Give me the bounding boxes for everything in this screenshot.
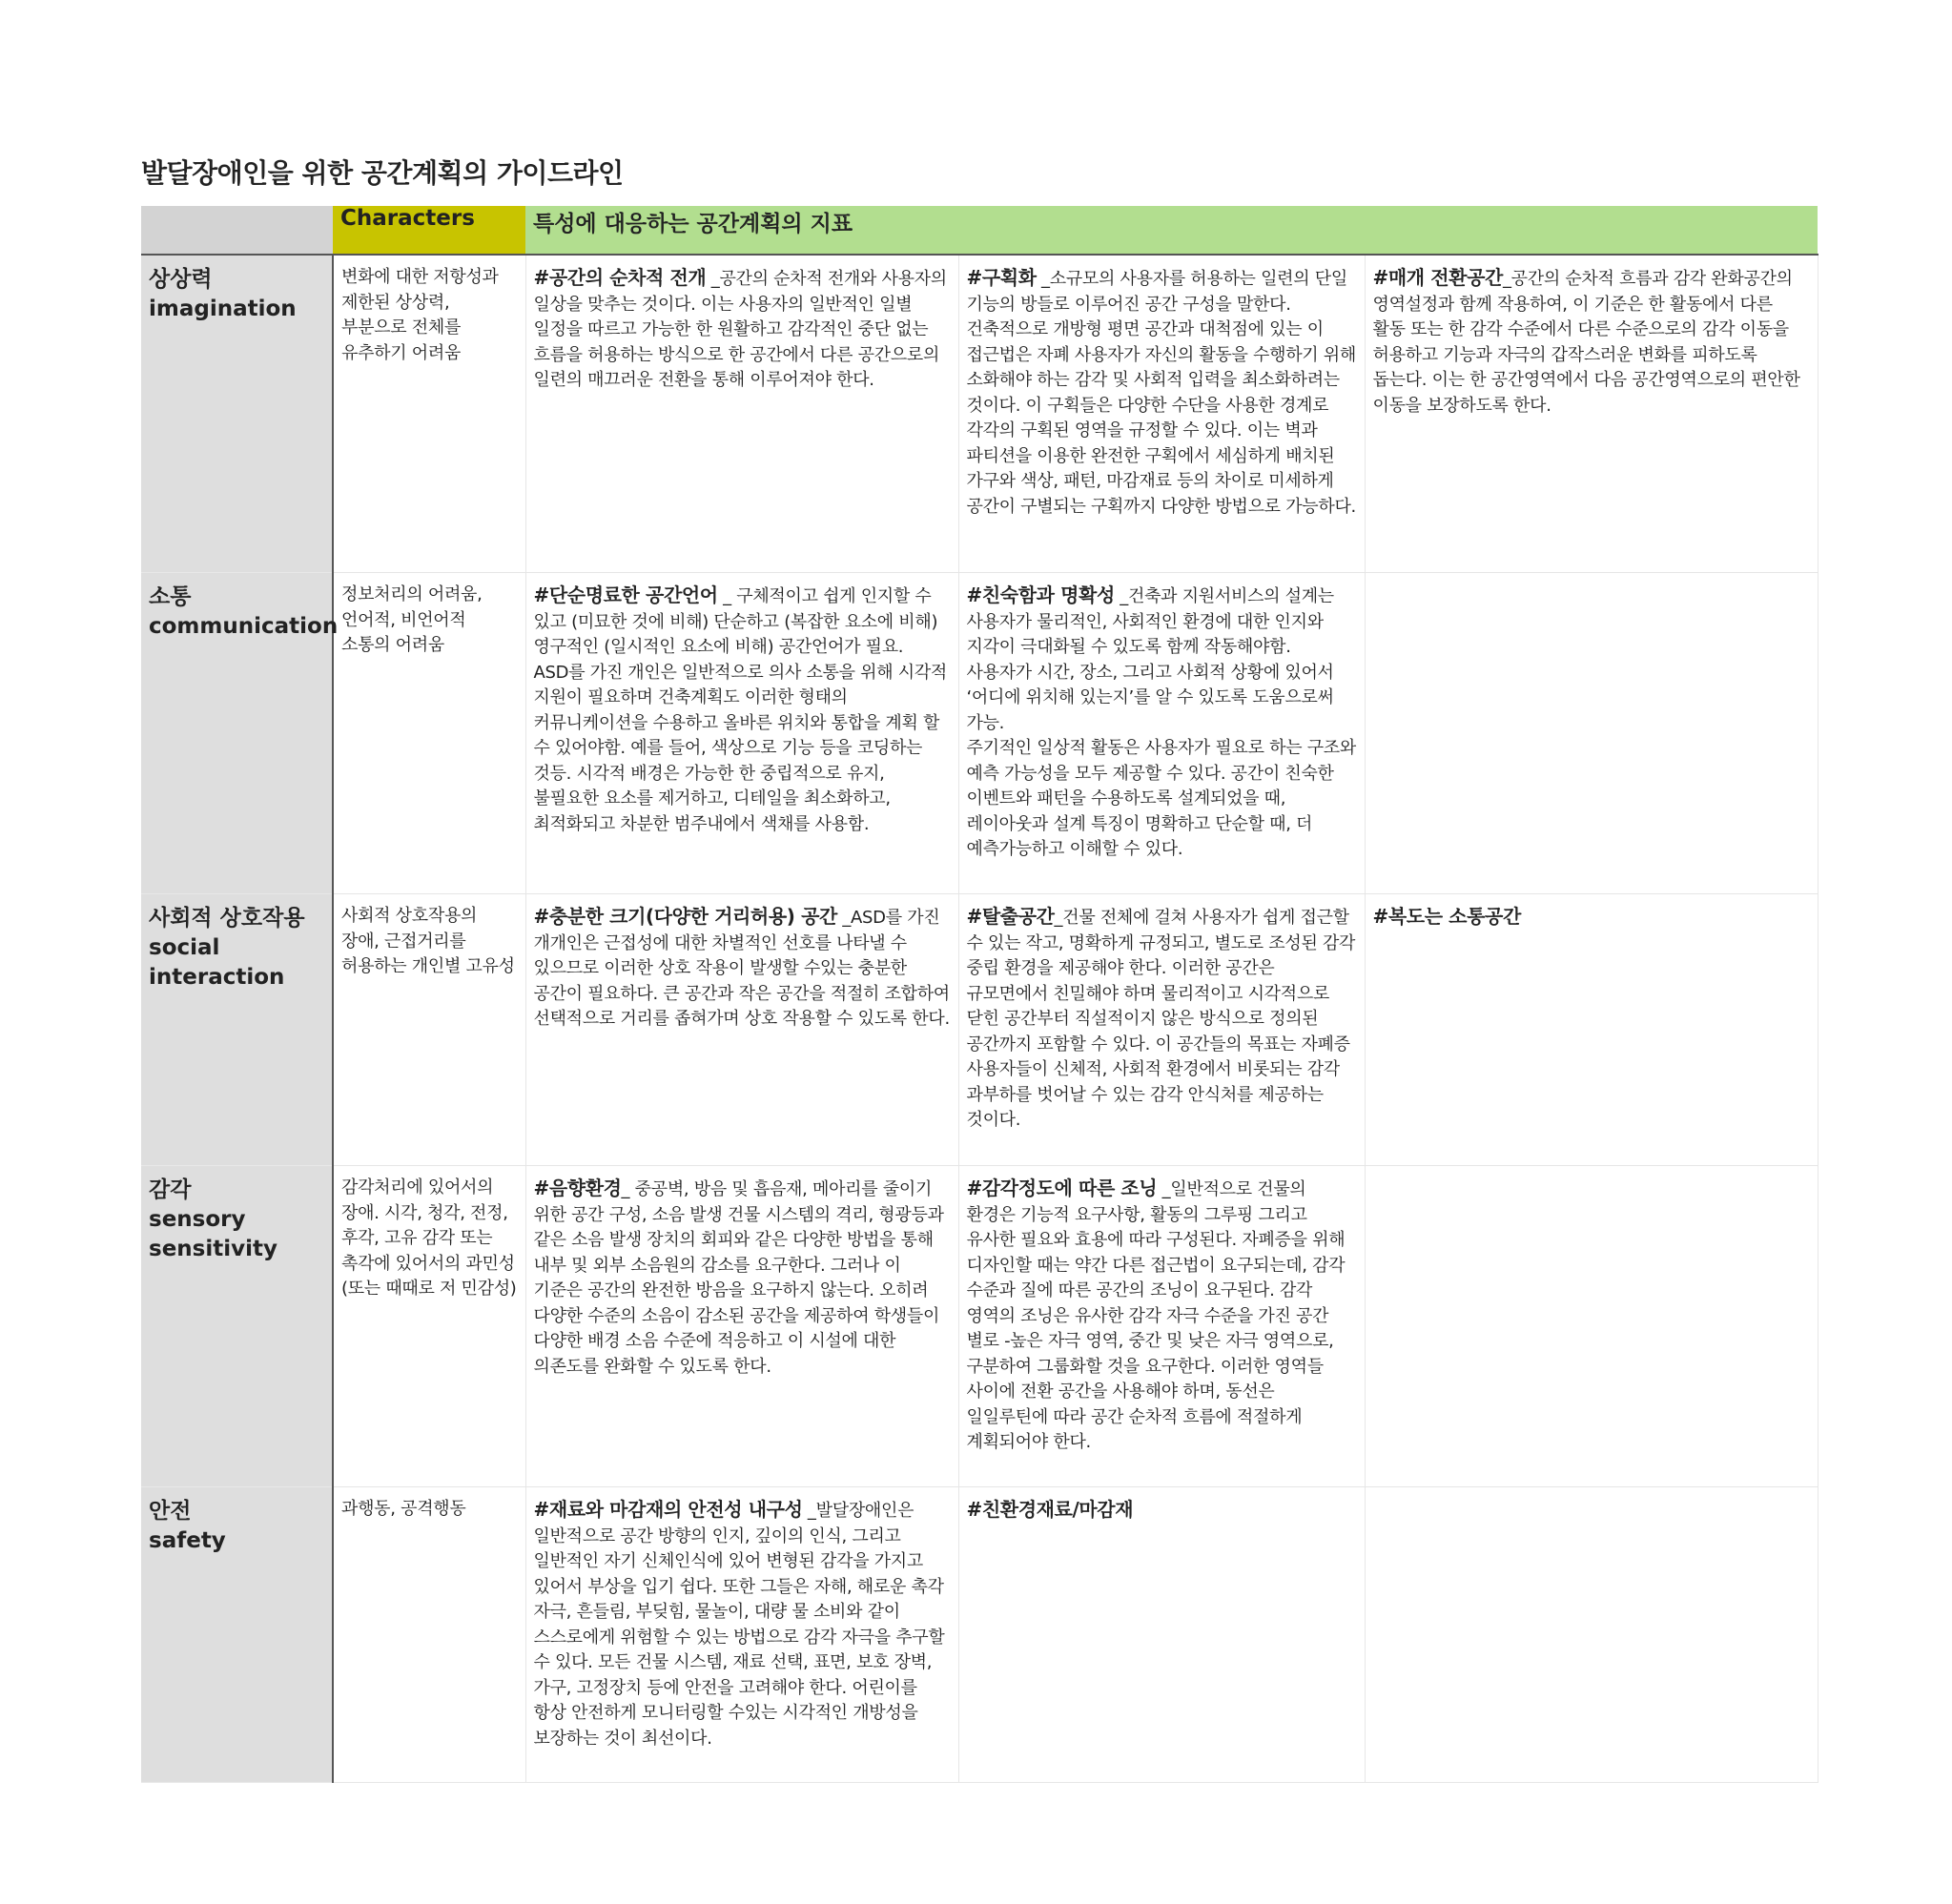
indicator-text: _소규모의 사용자를 허용하는 일련의 단일 기능의 방들로 이루어진 공간 구성을 말한다. 건축적으로 개방형 평면 공간과 대척점에 있는 이 접근법은 자폐 사용자가 자신의 활동을 수행하기 위해 소화해야 하는 감각 및 사회적 입력을 최소화하려는 것이다. 이 구획들은 다양한 수단을 사용한 경계로 각각의 구획된 영역을 규정할 수 있다. 이는 벽과 파티션을 이용한 완전한 구획에서 세심하게 배치된 가구와 색상, 패턴, 마감재료 등의 차이로 미세하게 공간이 구별되는 구획까지 다양한 방법으로 가능하다. (966, 269, 1356, 517)
indicator-cell (958, 1487, 1365, 1783)
category-cell (141, 1166, 333, 1487)
header-blank-cell (141, 206, 333, 255)
indicator-cell (1365, 255, 1818, 573)
indicator-cell (958, 573, 1365, 894)
indicator-tag: #단순명료한 공간언어 (533, 583, 718, 606)
category-ko: 감각 (149, 1177, 192, 1202)
indicator-cell-empty (1365, 573, 1818, 894)
header-characters: Characters (333, 206, 525, 255)
guideline-table (141, 206, 1818, 1783)
category-en: imagination (149, 297, 297, 321)
characters-cell (333, 1487, 525, 1783)
indicator-cell (525, 1487, 958, 1783)
indicator-text: _발달장애인은 일반적으로 공간 방향의 인지, 깊이의 인식, 그리고 일반적인 자기 신체인식에 있어 변형된 감각을 가지고 있어서 부상을 입기 쉽다. 또한 그들은 자해, 해로운 촉각 자극, 흔들림, 부딪힘, 물놀이, 대량 물 소비와 같이 스스로에게 위험할 수 있는 방법으로 감각 자극을 추구할 수 있다. 모든 건물 시스템, 재료 선택, 표면, 보호 장벽, 가구, 고정장치 등에 안전을 고려해야 한다. 어린이를 항상 안전하게 모니터링할 수있는 시각적인 개방성을 보장하는 것이 최선이다. (533, 1501, 945, 1749)
indicator-cell-empty (1365, 1487, 1818, 1783)
characters-text: 감각처리에 있어서의 장애. 시각, 청각, 전정, 후각, 고유 감각 또는 촉각에 있어서의 과민성 (또는 때때로 저 민감성) (341, 1177, 517, 1299)
category-ko: 안전 (149, 1499, 192, 1524)
category-ko: 소통 (149, 584, 192, 609)
indicator-cell (525, 573, 958, 894)
indicator-cell (525, 255, 958, 573)
category-cell (141, 573, 339, 894)
category-cell (141, 255, 333, 573)
table-row (141, 894, 1818, 1166)
characters-text: 변화에 대한 저항성과 제한된 상상력, 부분으로 전체를 유추하기 어려움 (341, 267, 499, 363)
characters-cell (333, 894, 525, 1166)
indicator-cell (525, 1166, 958, 1487)
table-row (141, 573, 1818, 894)
indicator-cell (958, 894, 1365, 1166)
indicator-cell-empty (1365, 1166, 1818, 1487)
category-ko: 사회적 상호작용 (149, 906, 305, 931)
category-en: social interaction (149, 935, 285, 990)
indicator-tag: #공간의 순차적 전개 (533, 266, 707, 289)
indicator-tag: #복도는 소통공간 (1372, 905, 1521, 928)
indicator-text: _ 구체적이고 쉽게 인지할 수 있고 (미묘한 것에 비해) 단순하고 (복잡한 요소에 비해) 영구적인 (일시적인 요소에 비해) 공간언어가 필요. ASD를 가진 개인은 일반적으로 의사 소통을 위해 시각적 지원이 필요하며 건축계획도 이러한 형태의 커뮤니케이션을 수용하고 올바른 위치와 통합을 계획 할 수 있어야함. 예를 들어, 색상으로 기능 등을 코딩하는 것등. 시각적 배경은 가능한 한 중립적으로 유지, 불필요한 요소를 제거하고, 디테일을 최소화하고, 최적화되고 차분한 범주내에서 색채를 사용함. (533, 586, 947, 834)
category-en: sensory sensitivity (149, 1207, 277, 1261)
characters-text: 과행동, 공격행동 (341, 1499, 466, 1519)
indicator-text-continued: 주기적인 일상적 활동은 사용자가 필요로 하는 구조와 예측 가능성을 모두 제공할 수 있다. 공간이 친숙한 이벤트와 패턴을 수용하도록 설계되었을 때, 레이아웃과 설계 특징이 명확하고 단순할 때, 더 예측가능하고 이해할 수 있다. (966, 738, 1356, 859)
characters-text: 정보처리의 어려움, 언어적, 비언어적 소통의 어려움 (341, 584, 483, 655)
indicator-tag: #친환경재료/마감재 (966, 1498, 1134, 1521)
category-cell (141, 1487, 333, 1783)
characters-cell (333, 573, 525, 894)
indicator-tag: #구획화 (966, 266, 1037, 289)
category-cell (141, 894, 333, 1166)
indicator-tag: #음향환경 (533, 1177, 622, 1199)
indicator-tag: #충분한 크기(다양한 거리허용) 공간 (533, 905, 837, 928)
indicator-text: _공간의 순차적 흐름과 감각 완화공간의 영역설정과 함께 작용하여, 이 기준은 한 활동에서 다른 활동 또는 한 감각 수준에서 다른 수준으로의 감각 이동을 허용하고 기능과 자극의 갑작스러운 변화를 피하도록 돕는다. 이는 한 공간영역에서 다음 공간영역으로의 편안한 이동을 보장하도록 한다. (1372, 269, 1800, 416)
indicator-tag: #탈출공간 (966, 905, 1055, 928)
indicator-text: _건물 전체에 걸쳐 사용자가 쉽게 접근할 수 있는 작고, 명확하게 규정되고, 별도로 조성된 감각 중립 환경을 제공해야 한다. 이러한 공간은 규모면에서 친밀해야 하며 물리적이고 시각적으로 닫힌 공간부터 직설적이지 않은 방식으로 정의된 공간까지 포함할 수 있다. 이 공간들의 목표는 자폐증 사용자들이 신체적, 사회적 환경에서 비롯되는 감각 과부하를 벗어날 수 있는 감각 안식처를 제공하는 것이다. (966, 908, 1356, 1130)
table-row (141, 1487, 1818, 1783)
indicator-tag: #친숙함과 명확성 (966, 583, 1115, 606)
category-en: safety (149, 1528, 226, 1553)
indicator-tag: #매개 전환공간 (1372, 266, 1503, 289)
indicator-cell (525, 894, 958, 1166)
page-title: 발달장애인을 위한 공간계획의 가이드라인 (141, 157, 624, 189)
indicator-cell (1365, 894, 1818, 1166)
indicator-text: _공간의 순차적 전개와 사용자의 일상을 맞추는 것이다. 이는 사용자의 일반적인 일별 일정을 따르고 가능한 한 원활하고 감각적인 중단 없는 흐름을 허용하는 방식으로 한 공간에서 다른 공간으로의 일련의 매끄러운 전환을 통해 이루어져야 한다. (533, 269, 947, 390)
table-row (141, 1166, 1818, 1487)
indicator-tag: #재료와 마감재의 안전성 내구성 (533, 1498, 803, 1521)
table-row (141, 255, 1818, 573)
characters-cell (333, 255, 525, 573)
indicator-text: _건축과 지원서비스의 설계는 사용자가 물리적인, 사회적인 환경에 대한 인지와 지각이 극대화될 수 있도록 함께 작동해야함. 사용자가 시간, 장소, 그리고 사회적 상황에 있어서 ‘어디에 위치해 있는지’를 알 수 있도록 도움으로써 가능. (966, 586, 1334, 733)
characters-text: 사회적 상호작용의 장애, 근접거리를 허용하는 개인별 고유성 (341, 906, 515, 976)
category-ko: 상상력 (149, 267, 213, 292)
characters-cell (333, 1166, 525, 1487)
table-header-row (141, 206, 1818, 255)
indicator-text: _ASD를 가진 개개인은 근접성에 대한 차별적인 선호를 나타낼 수 있으므로 이러한 상호 작용이 발생할 수있는 충분한 공간이 필요하다. 큰 공간과 작은 공간을 적절히 조합하여 선택적으로 거리를 좁혀가며 상호 작용할 수 있도록 한다. (533, 908, 950, 1029)
indicator-cell (958, 1166, 1365, 1487)
indicator-tag: #감각정도에 따른 조닝 (966, 1177, 1158, 1199)
category-en: communication (149, 614, 339, 639)
indicator-text: _일반적으로 건물의 환경은 기능적 요구사항, 활동의 그루핑 그리고 유사한 필요와 효용에 따라 구성된다. 자폐증을 위해 디자인할 때는 약간 다른 접근법이 요구되는데, 감각 수준과 질에 따른 공간의 조닝이 요구된다. 감각 영역의 조닝은 유사한 감각 자극 수준을 가진 공간 별로 -높은 자극 영역, 중간 및 낮은 자극 영역으로, 구분하여 그룹화할 것을 요구한다. 이러한 영역들 사이에 전환 공간을 사용해야 하며, 동선은 일일루틴에 따라 공간 순차적 흐름에 적절하게 계획되어야 한다. (966, 1179, 1346, 1452)
header-indicators: 특성에 대응하는 공간계획의 지표 (525, 206, 1818, 255)
indicator-cell (958, 255, 1365, 573)
indicator-text: _ 중공벽, 방음 및 흡음재, 메아리를 줄이기 위한 공간 구성, 소음 발생 건물 시스템의 격리, 형광등과 같은 소음 발생 장치의 회피와 같은 다양한 방법을 통해 내부 및 외부 소음원의 감소를 요구한다. 그러나 이 기준은 공간의 완전한 방음을 요구하지 않는다. 오히려 다양한 수준의 소음이 감소된 공간을 제공하여 학생들이 다양한 배경 소음 수준에 적응하고 이 시설에 대한 의존도를 완화할 수 있도록 한다. (533, 1179, 944, 1377)
